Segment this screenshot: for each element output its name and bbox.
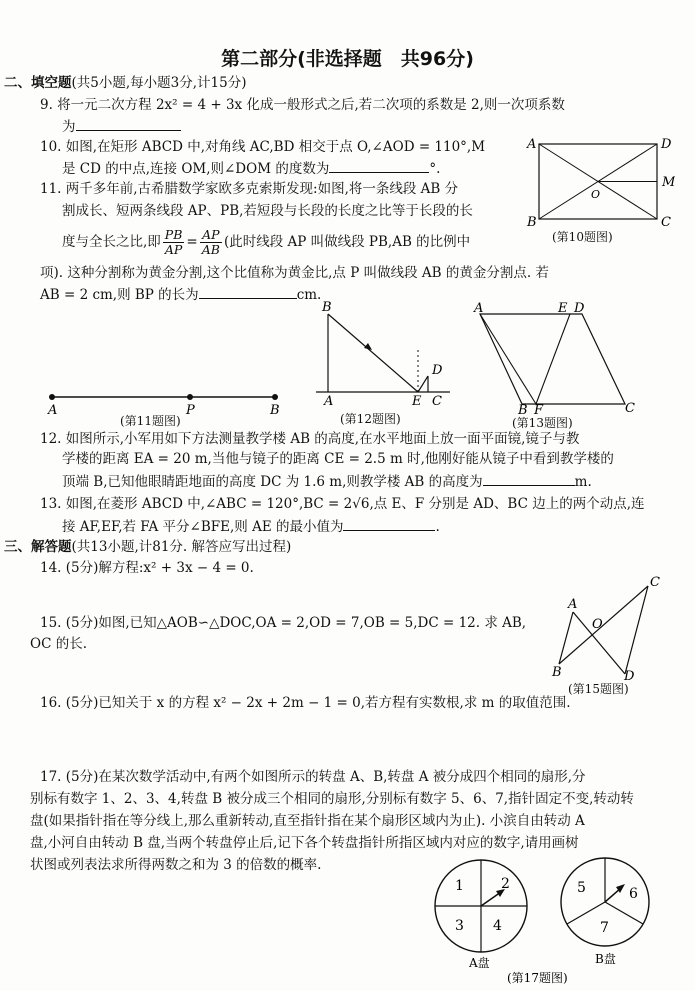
label-a: A (474, 302, 484, 316)
q10-line1: 10. 如图,在矩形 ABCD 中,对角线 AC,BD 相交于点 O,∠AOD = 110°,M (40, 139, 486, 155)
section2-header (4, 74, 246, 92)
spinner-a (435, 860, 527, 970)
caption-fig15: (第15题图) (568, 682, 629, 696)
q12-line2: 学楼的距离 EA = 20 m,当他与镜子的距离 CE = 2.5 m 时,他刚好能从镜子中看到教学楼的 (62, 451, 614, 467)
q10-answer-blank[interactable] (329, 158, 429, 173)
q11-line4: 项). 这种分割称为黄金分割,这个比值称为黄金比,点 P 叫做线段 AB 的黄金分割点. 若 (40, 265, 549, 281)
q12-text: 顶端 B,已知他眼睛距地面的高度 DC 为 1.6 m,则教学楼 AB 的高度为 (62, 474, 483, 490)
ray-ed (418, 376, 428, 392)
point-b (272, 394, 278, 400)
q11-unit: cm. (296, 287, 322, 303)
q15-line2: OC 的长. (30, 636, 87, 652)
section2-heading: 二、填空题 (4, 75, 72, 91)
q11-line1: 11. 两千多年前,古希腊数学家欧多克索斯发现:如图,将一条线段 AB 分 (40, 181, 459, 197)
q14-text: 14. (5分)解方程:x² + 3x − 4 = 0. (40, 560, 254, 576)
q11-text-a: 度与全长之比,即 (62, 234, 161, 250)
disk-a-number-4: 4 (493, 918, 502, 934)
q10-line2 (62, 158, 440, 178)
disk-b-divider-3 (605, 902, 643, 924)
label-p: P (186, 403, 195, 418)
q12-unit: m. (574, 474, 592, 490)
disk-b-number-7: 7 (600, 920, 609, 936)
q17-line4: 盘,小河自由转动 B 盘,当两个转盘停止后,记下各个转盘指针所指区域内对应的数字,请用画树 (30, 835, 579, 851)
label-c: C (432, 394, 442, 409)
label-b: B (322, 300, 332, 315)
label-e: E (558, 302, 568, 316)
q11-answer-blank[interactable] (199, 284, 297, 299)
label-e: E (412, 394, 422, 409)
disk-b-name: B盘 (595, 952, 616, 966)
label-a: A (568, 597, 578, 612)
disk-a-number-3: 3 (455, 918, 464, 934)
q13-period: . (435, 519, 440, 535)
q9-line1: 9. 将一元二次方程 2x² = 4 + 3x 化成一般形式之后,若二次项的系数是 2,则一次项系数 (40, 97, 565, 113)
label-c: C (625, 401, 635, 414)
q17-line1: 17. (5分)在某次数学活动中,有两个如图所示的转盘 A、B,转盘 A 被分成四个相同的扇形,分 (40, 769, 586, 785)
label-a: A (48, 403, 58, 418)
q9-prefix: 为 (62, 119, 76, 135)
segment-cd (625, 586, 648, 674)
q17-line3: 盘(如果指针指在等分线上,那么重新转动,直至指针指在某个扇形区域内为止). 小滨自由转动 A (30, 813, 585, 829)
q13-text: 接 AF,EF,若 FA 平分∠BFE,则 AE 的最小值为 (62, 519, 344, 535)
q10-degree: °. (429, 161, 441, 177)
segment-af (480, 314, 536, 404)
caption-fig10: (第10题图) (552, 230, 613, 244)
q9-line2 (62, 116, 181, 136)
caption-fig11: (第11题图) (120, 414, 181, 428)
caption-fig12: (第12题图) (340, 412, 401, 426)
q9-answer-blank[interactable] (76, 116, 181, 131)
point-a (49, 394, 55, 400)
segment-ab (559, 612, 573, 664)
arrow-icon (364, 343, 372, 350)
q16-text: 16. (5分)已知关于 x 的方程 x² − 2x + 2m − 1 = 0,若方程有实数根,求 m 的取值范围. (40, 695, 571, 711)
section2-info: (共5小题,每小题3分,计15分) (71, 75, 247, 91)
label-d: D (624, 669, 635, 682)
q11-line3 (62, 226, 470, 258)
caption-fig13: (第13题图) (512, 416, 573, 430)
q11-text-b: (此时线段 AP 叫做线段 PB,AB 的比例中 (223, 234, 471, 250)
figure-15 (548, 572, 668, 682)
label-c: C (650, 575, 660, 590)
fraction-ap-ab: $\frac{AP}{AB}$ (201, 227, 220, 257)
disk-a-number-1: 1 (455, 878, 464, 894)
q17-line5: 状图或列表法求所得两数之和为 3 的倍数的概率. (30, 857, 322, 873)
q12-answer-blank[interactable] (483, 471, 575, 486)
disk-a-number-2: 2 (501, 876, 510, 892)
q13-answer-blank[interactable] (343, 516, 435, 531)
label-a: A (324, 394, 334, 409)
figure-12 (310, 300, 460, 410)
q10-text: 是 CD 的中点,连接 OM,则∠DOM 的度数为 (62, 161, 330, 177)
q12-line1: 12. 如图所示,小军用如下方法测量教学楼 AB 的高度,在水平地面上放一面平面镜,镜子与教 (40, 431, 580, 447)
q12-line3 (62, 471, 592, 491)
segment-ef (536, 314, 570, 404)
equals-sign: = (186, 234, 198, 250)
q13-line2 (62, 516, 440, 536)
label-b: B (518, 403, 528, 414)
q11-line2: 割成长、短两条线段 AP、PB,若短段与长段的长度之比等于长段的长 (62, 203, 473, 219)
label-c: C (661, 215, 671, 230)
disk-a-name: A盘 (469, 956, 490, 970)
q17-line2: 别标有数字 1、2、3、4,转盘 B 被分成三个相同的扇形,分别标有数字 5、6、7,指针固定不变,转动转 (30, 791, 634, 807)
section3-heading: 三、解答题 (4, 539, 72, 555)
section3-header (4, 538, 291, 556)
ray-be (328, 314, 418, 392)
figure-13 (470, 302, 640, 414)
q15-line1: 15. (5分)如图,已知△AOB∽△DOC,OA = 2,OD = 7,OB = 5,DC = 12. 求 AB, (40, 615, 527, 631)
q11-text-c: AB = 2 cm,则 BP 的长为 (40, 287, 199, 303)
fraction-pb-ap: $\frac{PB}{AP}$ (164, 227, 183, 257)
label-b: B (552, 665, 562, 680)
label-d: D (574, 302, 585, 316)
q13-line1: 13. 如图,在菱形 ABCD 中,∠ABC = 120°,BC = 2√6,点 E、F 分别是 AD、BC 边上的两个动点,连 (40, 496, 645, 512)
caption-fig17: (第17题图) (507, 971, 568, 985)
label-d: D (432, 363, 443, 378)
label-b: B (527, 215, 537, 230)
label-f: F (534, 403, 544, 414)
spinner-b (561, 858, 649, 966)
point-p (187, 394, 193, 400)
label-a: A (527, 137, 537, 152)
disk-a-pointer (481, 892, 501, 906)
label-m: M (662, 175, 675, 190)
label-o: O (591, 188, 601, 201)
figure-17 (425, 850, 660, 988)
q11-line5 (40, 284, 321, 304)
disk-b-number-6: 6 (629, 886, 638, 902)
label-o: O (592, 617, 603, 632)
label-d: D (661, 137, 672, 152)
page-title: 第二部分(非选择题 共96分) (221, 48, 474, 70)
disk-b-number-5: 5 (577, 880, 586, 896)
label-b: B (270, 403, 280, 418)
section3-info: (共13小题,计81分. 解答应写出过程) (71, 539, 292, 555)
